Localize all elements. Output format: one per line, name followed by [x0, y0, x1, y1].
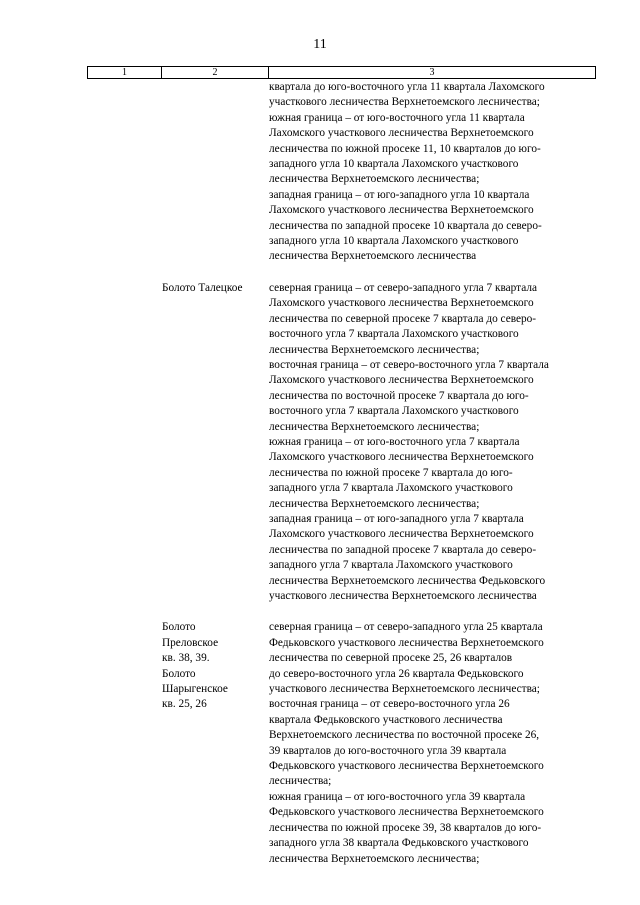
boundary-text-line: западная граница – от юго-западного угла 10 квартала	[269, 188, 530, 201]
boundary-text-line: квартала до юго-восточного угла 11 квартала Лахомского	[269, 81, 545, 93]
boundary-text-line: квартала Федьковского участкового лесничества	[269, 713, 503, 726]
boundary-text-line: Верхнетоемского лесничества по восточной просеке 26,	[269, 729, 540, 742]
cell-boundary-description	[266, 620, 607, 867]
boundary-text-line: восточного угла 7 квартала Лахомского участкового	[269, 328, 519, 341]
boundary-text-line: Федьковского участкового лесничества Верхнетоемского	[269, 760, 544, 773]
boundary-text-line: западного угла 7 квартала Лахомского участкового	[269, 482, 513, 495]
boundary-text-line: южная граница – от юго-восточного угла 7 квартала	[269, 435, 520, 448]
boundary-text-line: Федьковского участкового лесничества Верхнетоемского	[269, 636, 544, 649]
section-gap	[87, 604, 607, 620]
object-name-line: Болото Талецкое	[162, 281, 243, 294]
boundary-text-line: восточного угла 7 квартала Лахомского участкового	[269, 405, 519, 418]
cell-boundary-description	[266, 80, 607, 265]
boundary-text-line: южная граница – от юго-восточного угла 11 квартала	[269, 111, 525, 124]
boundary-text-line: лесничества по восточной просеке 7 квартала до юго-	[269, 389, 529, 402]
boundary-text-line: западная граница – от юго-западного угла 7 квартала	[269, 512, 524, 525]
boundary-text-line: западного угла 38 квартала Федьковского участкового	[269, 837, 529, 850]
boundary-text-line: 39 кварталов до юго-восточного угла 39 квартала	[269, 744, 507, 757]
page-number: 11	[313, 37, 327, 52]
boundary-text-line: лесничества Верхнетоемского лесничества;	[269, 852, 480, 865]
object-name-line: Болото	[162, 667, 196, 680]
boundary-text-line: лесничества;	[269, 775, 332, 788]
table-header-row	[87, 66, 596, 79]
boundary-text-line: южная граница – от юго-восточного угла 39 квартала	[269, 790, 526, 803]
table-row	[87, 80, 607, 265]
boundary-text-line: Лахомского участкового лесничества Верхнетоемского	[269, 127, 534, 140]
section-gap	[87, 265, 607, 281]
cell-object-name	[160, 80, 266, 265]
boundary-text-line: лесничества по южной просеке 11, 10 кварталов до юго-	[269, 142, 541, 155]
table-body	[87, 80, 607, 867]
cell-number	[87, 80, 160, 265]
boundary-text-line: участкового лесничества Верхнетоемского лесничества	[269, 590, 537, 602]
boundary-text-line: лесничества Верхнетоемского лесничества;	[269, 343, 480, 356]
boundary-text-line: Лахомского участкового лесничества Верхнетоемского	[269, 297, 534, 310]
table-row	[87, 281, 607, 605]
boundary-text-line: лесничества Верхнетоемского лесничества;	[269, 173, 480, 186]
object-name-line: Преловское	[162, 636, 219, 649]
cell-number	[87, 620, 160, 867]
boundary-text-line: лесничества Верхнетоемского лесничества;	[269, 497, 480, 510]
boundary-text-line: Лахомского участкового лесничества Верхнетоемского	[269, 204, 534, 217]
object-name-line: Болото	[162, 621, 196, 634]
cell-object-name	[160, 620, 266, 867]
boundary-text-line: восточная граница – от северо-восточного угла 26	[269, 698, 510, 711]
boundary-text-line: лесничества Верхнетоемского лесничества	[269, 250, 477, 263]
cell-boundary-description	[266, 281, 607, 605]
boundary-text-line: западного угла 10 квартала Лахомского участкового	[269, 235, 519, 248]
boundary-text-line: до северо-восточного угла 26 квартала Федьковского	[269, 667, 524, 680]
boundary-text-line: западного угла 10 квартала Лахомского участкового	[269, 158, 519, 171]
object-name-line: кв. 25, 26	[162, 698, 207, 711]
boundary-text-line: участкового лесничества Верхнетоемского лесничества;	[269, 96, 540, 109]
boundary-text-line: Лахомского участкового лесничества Верхнетоемского	[269, 374, 534, 387]
boundary-text-line: Федьковского участкового лесничества Верхнетоемского	[269, 806, 544, 819]
boundary-text-line: лесничества Верхнетоемского лесничества;	[269, 420, 480, 433]
table-row	[87, 620, 607, 867]
boundary-text-line: лесничества по южной просеке 7 квартала до юго-	[269, 466, 513, 479]
cell-object-name	[160, 281, 266, 605]
cell-number	[87, 281, 160, 605]
boundary-text-line: лесничества по северной просеке 7 квартала до северо-	[269, 312, 537, 325]
header-col-1: 1	[88, 67, 162, 78]
object-name-line: Шарыгенское	[162, 683, 228, 696]
boundary-text-line: Лахомского участкового лесничества Верхнетоемского	[269, 528, 534, 541]
boundary-text-line: участкового лесничества Верхнетоемского лесничества;	[269, 683, 540, 696]
boundary-text-line: восточная граница – от северо-восточного угла 7 квартала	[269, 358, 549, 371]
boundary-text-line: Лахомского участкового лесничества Верхнетоемского	[269, 451, 534, 464]
boundary-text-line: западного угла 7 квартала Лахомского участкового	[269, 559, 513, 572]
header-col-3: 3	[429, 67, 435, 78]
boundary-text-line: лесничества Верхнетоемского лесничества Федьковского	[269, 574, 546, 587]
boundary-text-line: северная граница – от северо-западного угла 25 квартала	[269, 621, 543, 634]
boundary-text-line: лесничества по северной просеке 25, 26 кварталов	[269, 652, 513, 665]
boundary-text-line: лесничества по западной просеке 10 квартала до северо-	[269, 219, 542, 232]
header-col-2: 2	[162, 67, 269, 78]
boundary-text-line: северная граница – от северо-западного угла 7 квартала	[269, 281, 538, 294]
boundary-text-line: лесничества по западной просеке 7 квартала до северо-	[269, 543, 537, 556]
object-name-line: кв. 38, 39.	[162, 652, 210, 665]
boundary-text-line: лесничества по южной просеке 39, 38 кварталов до юго-	[269, 821, 542, 834]
